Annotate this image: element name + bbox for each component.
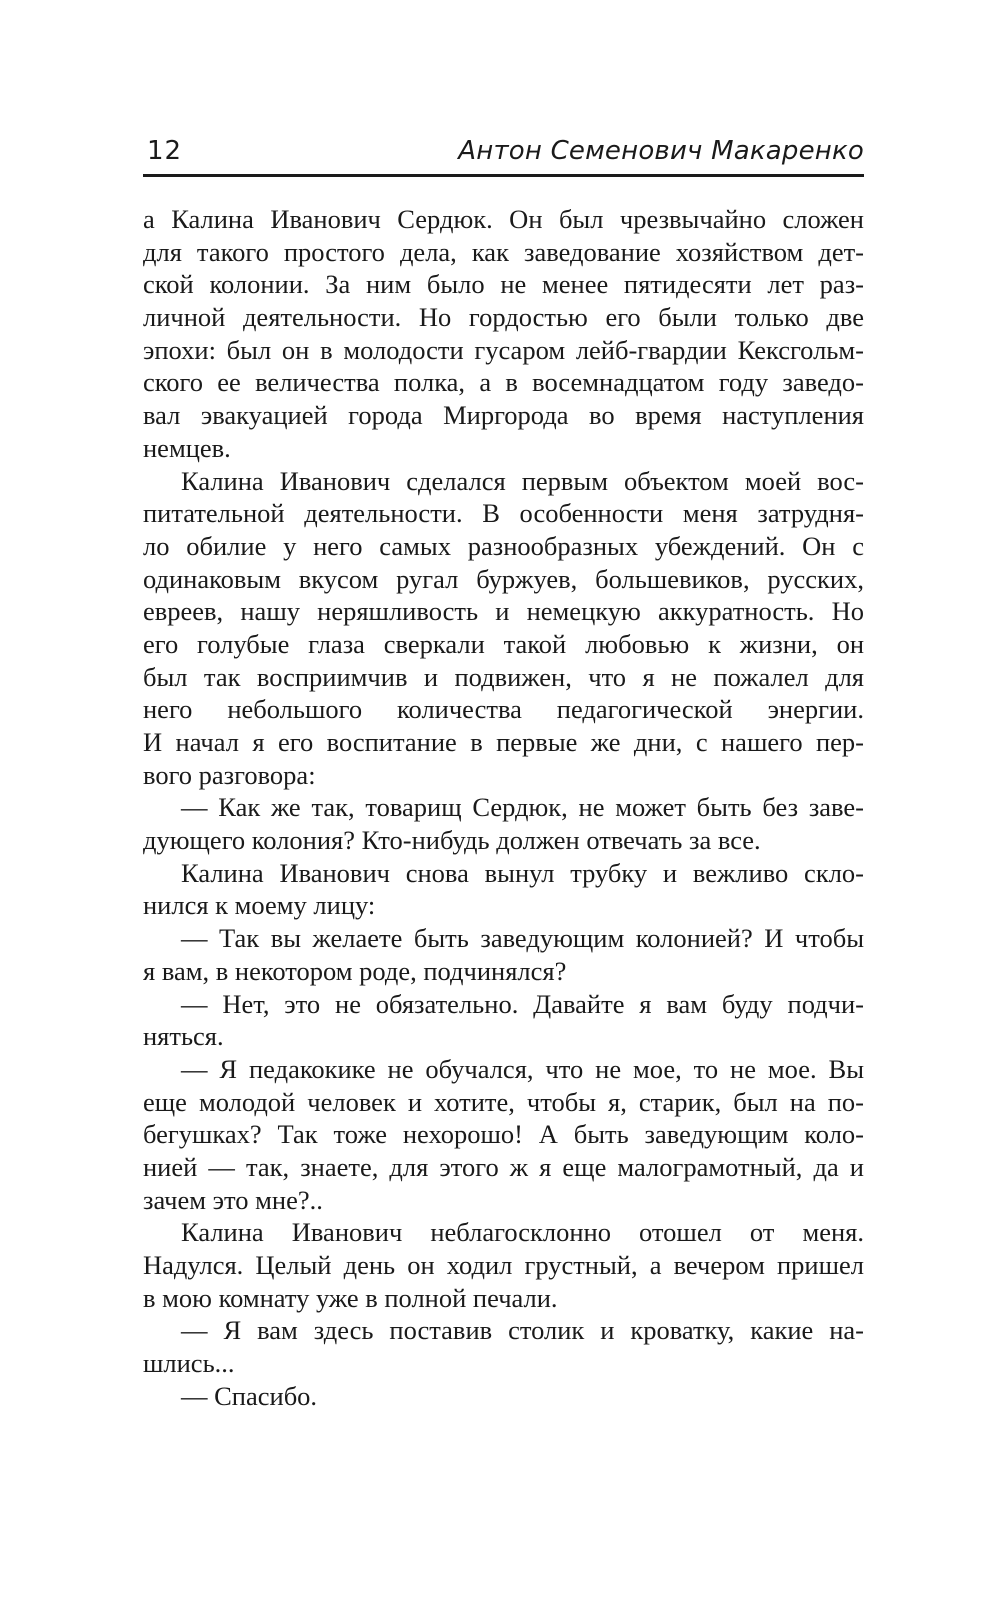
text-line: эпохи: был он в молодости гусаром лейб-гвардии Кексгольм- xyxy=(143,334,864,365)
text-line: него небольшого количества педагогической энергии. xyxy=(143,694,864,725)
text-line: Калина Иванович снова вынул трубку и вежливо скло- xyxy=(181,857,864,888)
text-line: — Как же так, товарищ Сердюк, не может быть без заве- xyxy=(181,792,864,823)
text-line: няться. xyxy=(143,1021,224,1052)
text-line: его голубые глаза сверкали такой любовью к жизни, он xyxy=(143,628,864,659)
text-line: немцев. xyxy=(143,432,231,463)
text-line: — Так вы желаете быть заведующим колонией? И чтобы xyxy=(181,923,864,954)
text-line: питательной деятельности. В особенности меня затрудня- xyxy=(143,498,864,529)
text-line: И начал я его воспитание в первые же дни, с нашего пер- xyxy=(143,727,864,757)
text-line: — Спасибо. xyxy=(181,1380,318,1411)
text-line: — Нет, это не обязательно. Давайте я вам буду подчи- xyxy=(181,988,864,1019)
text-line: зачем это мне?.. xyxy=(143,1184,323,1215)
text-line: ло обилие у него самых разнообразных убеждений. Он с xyxy=(143,530,864,561)
text-line: Надулся. Целый день он ходил грустный, а вечером пришел xyxy=(143,1250,864,1280)
text-line: личной деятельности. Но гордостью его были только две xyxy=(143,302,864,333)
text-line: шлись... xyxy=(143,1348,235,1379)
text-line: вал эвакуацией города Миргорода во время наступления xyxy=(143,400,864,431)
text-line: евреев, нашу неряшливость и немецкую аккуратность. Но xyxy=(143,596,864,627)
page-header xyxy=(143,131,864,171)
running-title: Антон Семенович Макаренко xyxy=(458,136,864,166)
text-line: одинаковым вкусом ругал буржуев, большевиков, русских, xyxy=(143,563,864,594)
text-line: бегушках? Так тоже нехорошо! А быть заведующим коло- xyxy=(143,1119,864,1150)
text-line: еще молодой человек и хотите, чтобы я, старик, был на по- xyxy=(143,1086,864,1117)
text-line: я вам, в некотором роде, подчинялся? xyxy=(143,955,567,986)
header-rule xyxy=(143,174,864,177)
text-line: для такого простого дела, как заведование хозяйством дет- xyxy=(143,236,864,267)
text-line: Калина Иванович сделался первым объектом моей вос- xyxy=(181,465,864,496)
page-number: 12 xyxy=(147,136,183,166)
text-line: Калина Иванович неблагосклонно отошел от меня. xyxy=(181,1217,864,1248)
body-text xyxy=(143,203,864,1412)
text-line: нился к моему лицу: xyxy=(143,890,376,921)
text-line: в мою комнату уже в полной печали. xyxy=(143,1282,558,1313)
text-line: — Я вам здесь поставив столик и кроватку, какие на- xyxy=(181,1315,864,1346)
text-line: ской колонии. За ним было не менее пятидесяти лет раз- xyxy=(143,269,864,300)
text-line: нией — так, знаете, для этого ж я еще малограмотный, да и xyxy=(143,1151,864,1182)
text-line: а Калина Иванович Сердюк. Он был чрезвычайно сложен xyxy=(143,204,864,234)
text-line: вого разговора: xyxy=(143,759,316,790)
text-line: дующего колония? Кто-нибудь должен отвечать за все. xyxy=(143,825,761,856)
text-line: — Я педакокике не обучался, что не мое, то не мое. Вы xyxy=(181,1053,864,1084)
text-line: ского ее величества полка, а в восемнадцатом году заведо- xyxy=(143,367,864,398)
text-line: был так восприимчив и подвижен, что я не пожалел для xyxy=(143,661,864,692)
